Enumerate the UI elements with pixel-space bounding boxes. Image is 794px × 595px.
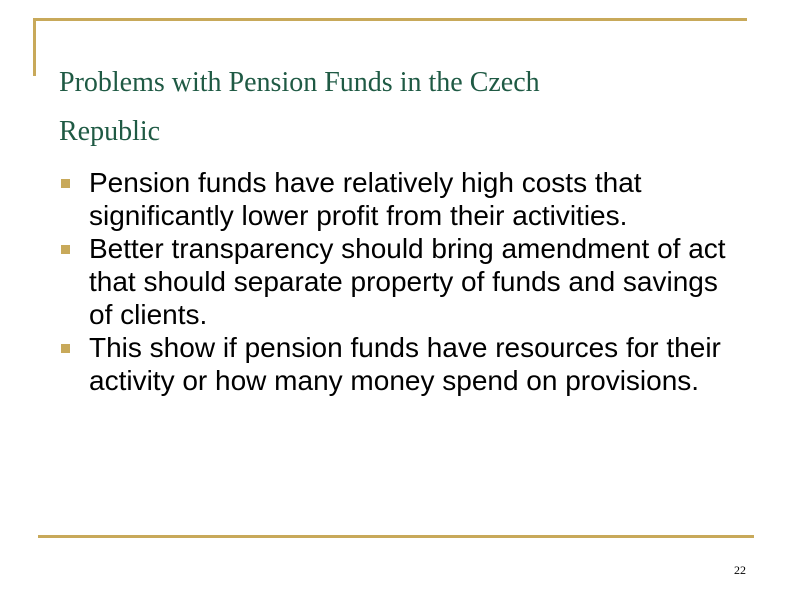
bullet-item: [59, 232, 739, 331]
bullet-text: Pension funds have relatively high costs that significantly lower profit from their activities.: [89, 167, 642, 231]
bullet-item: [59, 166, 739, 232]
bottom-accent-rule: [38, 535, 754, 538]
slide-title: [59, 58, 679, 156]
slide-title-line-1: Problems with Pension Funds in the Czech: [59, 67, 540, 98]
top-accent-rule: [33, 18, 747, 21]
bullet-text: This show if pension funds have resources for their activity or how many money spend on provisions.: [89, 332, 721, 396]
bullet-text: Better transparency should bring amendment of act that should separate property of funds and savings of clients.: [89, 233, 726, 330]
square-bullet-icon: [61, 344, 70, 353]
bullet-list: [59, 166, 739, 397]
square-bullet-icon: [61, 179, 70, 188]
bullet-item: [59, 331, 739, 397]
slide-title-line-2: Republic: [59, 116, 161, 147]
square-bullet-icon: [61, 245, 70, 254]
left-accent-rule: [33, 18, 36, 76]
page-number: 22: [734, 563, 746, 577]
